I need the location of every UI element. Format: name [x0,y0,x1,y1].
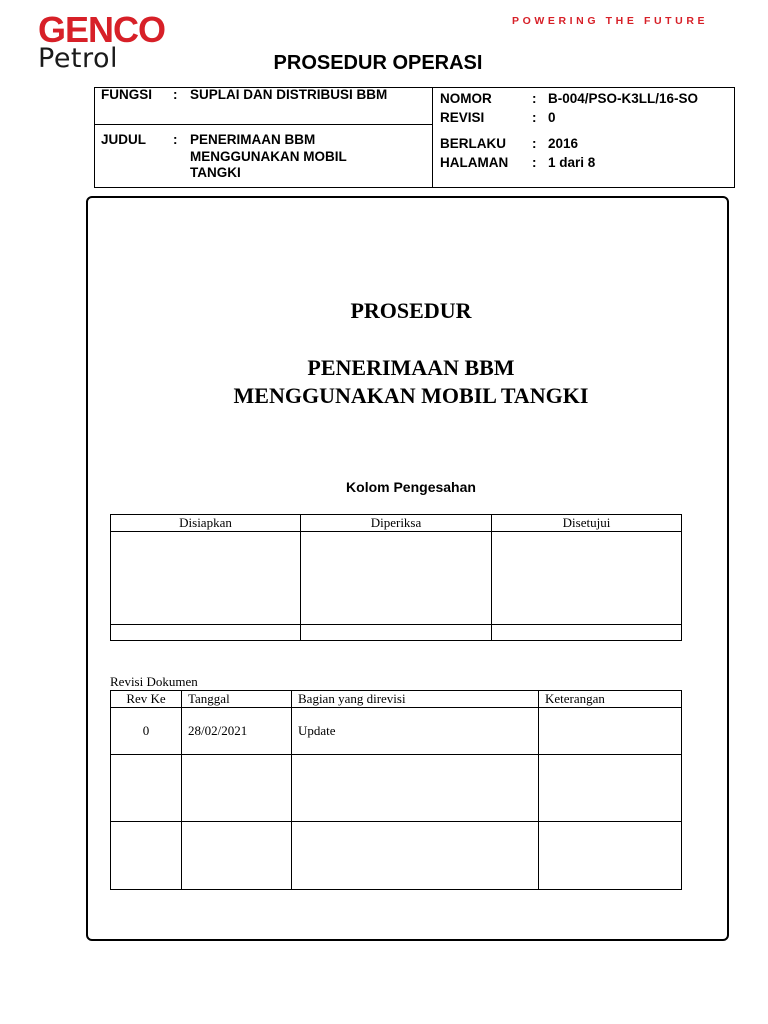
col-keterangan: Keterangan [539,691,682,708]
tanggal-cell [182,822,292,890]
title-line-1: PENERIMAAN BBM [307,355,515,380]
revisi-label: REVISI [440,110,485,125]
col-tanggal: Tanggal [182,691,292,708]
col-diperiksa: Diperiksa [301,515,492,532]
bagian-cell [292,755,539,822]
name-diperiksa [301,625,492,641]
signature-disetujui [492,532,682,625]
halaman-label: HALAMAN [440,155,509,170]
fungsi-value: SUPLAI DAN DISTRIBUSI BBM [190,87,388,102]
judul-value-line3: TANGKI [190,165,241,180]
judul-label: JUDUL [101,132,147,147]
signature-disiapkan [111,532,301,625]
tagline: POWERING THE FUTURE [512,15,709,27]
header-info-table [94,87,735,188]
table-row [111,755,682,822]
nomor-colon: : [532,91,537,106]
pengesahan-header-row [111,515,682,532]
revisi-header-row [111,691,682,708]
genco-logo: GENCO [38,9,166,50]
bagian-cell: Update [292,708,539,755]
judul-colon: : [173,132,178,147]
rev-ke-cell: 0 [111,708,182,755]
nomor-label: NOMOR [440,91,492,106]
keterangan-cell [539,708,682,755]
nomor-value: B-004/PSO-K3LL/16-SO [548,91,699,106]
revisi-colon: : [532,110,537,125]
halaman-colon: : [532,155,537,170]
header-divider-horizontal [95,124,432,125]
berlaku-colon: : [532,136,537,151]
halaman-value: 1 dari 8 [548,155,596,170]
name-disetujui [492,625,682,641]
revisi-value: 0 [548,110,556,125]
berlaku-value: 2016 [548,136,579,151]
fungsi-label: FUNGSI [101,87,153,102]
judul-value-line2: MENGGUNAKAN MOBIL [190,149,347,164]
bagian-cell [292,822,539,890]
rev-ke-cell [111,822,182,890]
berlaku-label: BERLAKU [440,136,506,151]
keterangan-cell [539,822,682,890]
name-disiapkan [111,625,301,641]
signature-row [111,532,682,625]
pengesahan-heading: Kolom Pengesahan [346,479,476,495]
pengesahan-table [110,514,682,641]
title-prosedur: PROSEDUR [350,298,472,323]
judul-value-line1: PENERIMAAN BBM [190,132,316,147]
col-bagian: Bagian yang direvisi [292,691,539,708]
fungsi-colon: : [173,87,178,102]
tanggal-cell [182,755,292,822]
header-divider-vertical [432,88,433,187]
revisi-table [110,690,682,890]
rev-ke-cell [111,755,182,822]
petrol-logo-text: Petrol [38,43,119,74]
col-disetujui: Disetujui [492,515,682,532]
table-row [111,708,682,755]
keterangan-cell [539,755,682,822]
name-row [111,625,682,641]
title-line-2: MENGGUNAKAN MOBIL TANGKI [233,383,589,408]
table-row [111,822,682,890]
col-rev-ke: Rev Ke [111,691,182,708]
tanggal-cell: 28/02/2021 [182,708,292,755]
signature-diperiksa [301,532,492,625]
col-disiapkan: Disiapkan [111,515,301,532]
document-heading: PROSEDUR OPERASI [273,52,483,74]
revisi-dokumen-label: Revisi Dokumen [110,674,198,689]
